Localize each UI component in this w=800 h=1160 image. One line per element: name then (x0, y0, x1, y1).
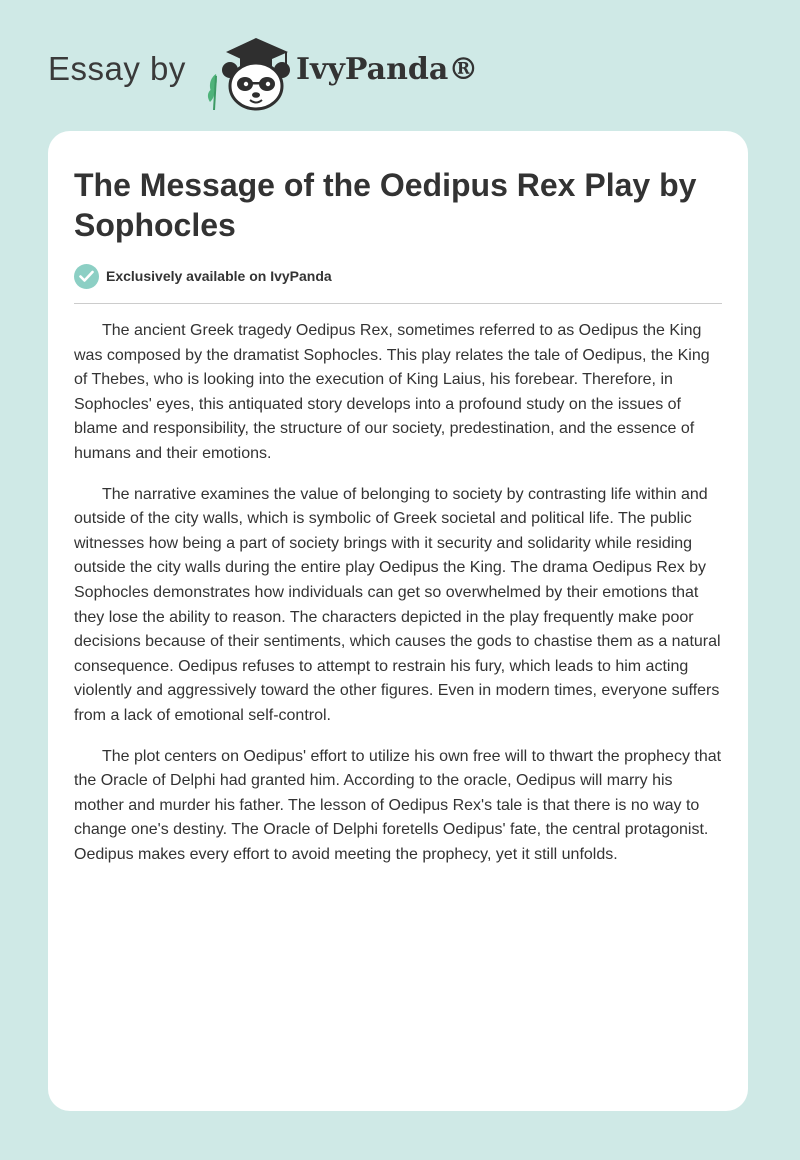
check-icon (74, 264, 99, 289)
paragraph-1: The ancient Greek tragedy Oedipus Rex, sometimes referred to as Oedipus the King was composed by the dramatist Sophocles. This play relates the tale of Oedipus, the King of Thebes, who is looking into the execution of King Laius, his forebear. Therefore, in Sophocles' eyes, this antiquated story develops into a profound study on the issues of blame and responsibility, the structure of our society, predestination, and the essence of humans and their emotions. (74, 322, 710, 462)
site-header (48, 32, 548, 112)
exclusive-badge (74, 263, 332, 289)
essay-body (74, 319, 726, 883)
page-title: The Message of the Oedipus Rex Play by Sophocles (74, 167, 697, 243)
panda-graduate-icon[interactable] (202, 36, 292, 112)
divider (74, 303, 722, 304)
badge-text: Exclusively available on IvyPanda (106, 268, 332, 284)
paragraph-3: The plot centers on Oedipus' effort to utilize his own free will to thwart the prophecy that the Oracle of Delphi had granted him. According to the oracle, Oedipus will marry his mother and murder his father. The lesson of Oedipus Rex's tale is that there is no way to change one's destiny. The Oracle of Delphi foretells Oedipus' fate, the central protagonist. Oedipus makes every effort to avoid meeting the prophecy, yet it still unfolds. (74, 747, 722, 863)
essay-by-label: Essay by (48, 50, 186, 87)
brand-name[interactable]: IvyPanda® (296, 52, 479, 87)
essay-card (48, 131, 748, 1111)
paragraph-2: The narrative examines the value of belonging to society by contrasting life within and outside of the city walls, which is symbolic of Greek societal and political life. The public witnesses how being a part of society brings with it security and solidarity while residing outside the city walls during the entire play Oedipus the King. The drama Oedipus Rex by Sophocles demonstrates how individuals can get so overwhelmed by their emotions that they lose the ability to reason. The characters depicted in the play frequently make poor decisions because of their sentiments, which causes the gods to chastise them as a natural consequence. Oedipus refuses to attempt to restrain his fury, which leads to him acting violently and aggressively toward the other figures. Even in modern times, everyone suffers from a lack of emotional self-control. (74, 485, 721, 724)
